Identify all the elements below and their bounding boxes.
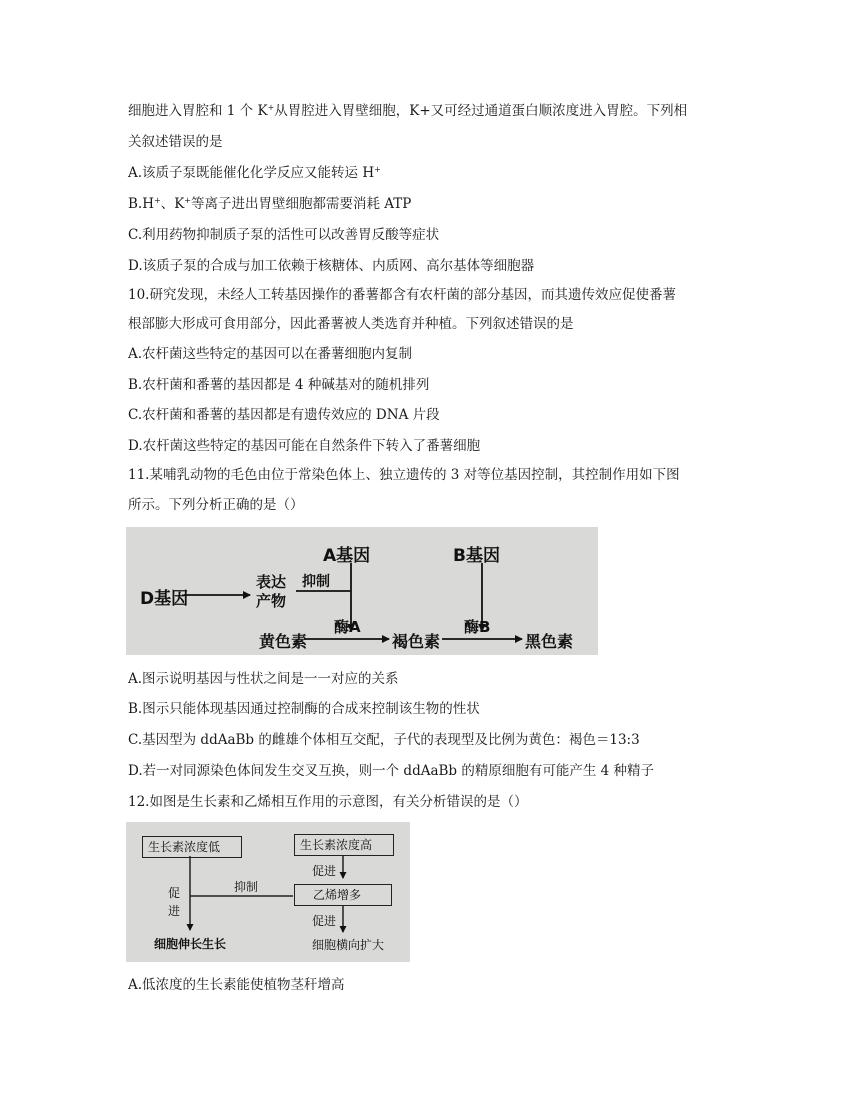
low-auxin-label: 生长素浓度低	[148, 840, 221, 854]
q9-option-c: C.利用药物抑制质子泵的活性可以改善胃反酸等症状	[128, 227, 440, 243]
gene-pathway-figure	[126, 527, 598, 655]
enzyme-a-label: 酶A	[334, 618, 361, 636]
q10-option-c: C.农杆菌和番薯的基因都是有遗传效应的 DNA 片段	[128, 407, 440, 423]
q11-stem-line-1: 11.某哺乳动物的毛色由位于常染色体上、独立遗传的 3 对等位基因控制，其控制作用如下图	[128, 467, 680, 483]
q9-stem-line-1: 细胞进入胃腔和 1 个 K+从胃腔进入胃壁细胞，K+又可经过通道蛋白顺浓度进入胃腔。下列相	[128, 103, 688, 119]
expression-product-label: 表达 产物	[256, 573, 287, 610]
black-pigment-label: 黑色素	[525, 632, 574, 651]
inhibit-label: 抑制	[234, 880, 259, 894]
promote-char-1: 促	[168, 886, 181, 900]
inhibit-label: 抑制	[302, 574, 330, 590]
brown-pigment-label: 褐色素	[392, 632, 441, 651]
q11-option-c: C.基因型为 ddAaBb 的雌雄个体相互交配，子代的表现型及比例为黄色：褐色＝13:3	[128, 732, 640, 748]
q10-option-b: B.农杆菌和番薯的基因都是 4 种碱基对的随机排列	[128, 377, 430, 393]
q10-stem-line-1: 10.研究发现，未经人工转基因操作的番薯都含有农杆菌的部分基因，而其遗传效应促使番薯	[128, 287, 676, 303]
auxin-ethylene-figure	[126, 822, 410, 962]
q9-option-a: A.该质子泵既能催化化学反应又能转运 H+	[128, 165, 381, 181]
q11-stem-line-2: 所示。下列分析正确的是（）	[128, 497, 304, 513]
ethylene-label: 乙烯增多	[313, 888, 362, 902]
promote-top-label: 促进	[312, 864, 337, 878]
promote-char-2: 进	[168, 904, 181, 918]
promote-bottom-label: 促进	[312, 914, 337, 928]
high-auxin-label: 生长素浓度高	[300, 838, 373, 852]
q9-option-b: B.H+、K+等离子进出胃壁细胞都需要消耗 ATP	[128, 196, 412, 212]
b-gene-label: B基因	[453, 546, 500, 566]
q11-option-d: D.若一对同源染色体间发生交叉互换，则一个 ddAaBb 的精原细胞有可能产生 4 种精子	[128, 763, 655, 779]
expansion-label: 细胞横向扩大	[312, 938, 385, 952]
q10-stem-line-2: 根部膨大形成可食用部分，因此番薯被人类选育并种植。下列叙述错误的是	[128, 316, 574, 332]
q9-option-d: D.该质子泵的合成与加工依赖于核糖体、内质网、高尔基体等细胞器	[128, 258, 535, 274]
q10-option-a: A.农杆菌这些特定的基因可以在番薯细胞内复制	[128, 346, 413, 362]
q12-option-a: A.低浓度的生长素能使植物茎秆增高	[128, 977, 345, 993]
enzyme-b-label: 酶B	[464, 618, 491, 636]
q10-option-d: D.农杆菌这些特定的基因可能在自然条件下转入了番薯细胞	[128, 438, 481, 454]
q9-stem-line-2: 关叙述错误的是	[128, 134, 223, 150]
elongation-label: 细胞伸长生长	[154, 937, 227, 951]
yellow-pigment-label: 黄色素	[259, 632, 308, 651]
q12-stem: 12.如图是生长素和乙烯相互作用的示意图，有关分析错误的是（）	[128, 794, 528, 810]
a-gene-label: A基因	[323, 546, 371, 566]
d-gene-label: D基因	[140, 589, 189, 609]
q11-option-b: B.图示只能体现基因通过控制酶的合成来控制该生物的性状	[128, 701, 480, 717]
q11-option-a: A.图示说明基因与性状之间是一一对应的关系	[128, 671, 399, 687]
